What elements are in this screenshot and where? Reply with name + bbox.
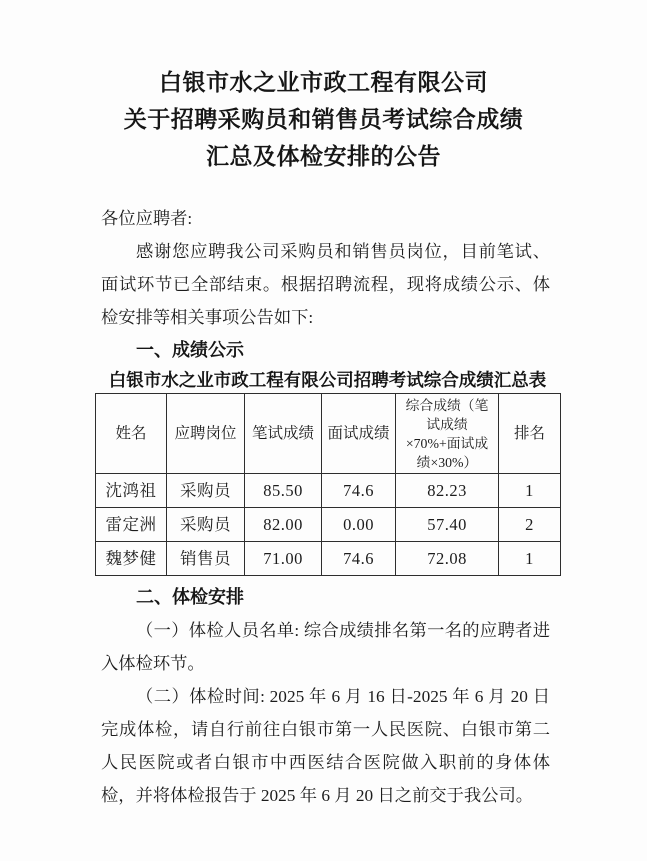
checkup-time-paragraph: （二）体检时间: 2025 年 6 月 16 日-2025 年 6 月 20 日完成体检，请自行前往白银市第一人民医院、白银市第二人民医院或者白银市中西医结合医院做入职前的身体体检，并将体检报告于 2025 年 6 月 20 日之前交于我公司。 (101, 687, 550, 805)
checkup-roster-paragraph: （一）体检人员名单: 综合成绩排名第一名的应聘者进入体检环节。 (101, 621, 550, 673)
document-title (0, 0, 647, 175)
table-row (96, 542, 561, 576)
column-header-position: 应聘岗位 (167, 394, 245, 474)
cell-name: 雷定洲 (96, 508, 167, 542)
scores-table (95, 393, 561, 576)
cell-position: 采购员 (167, 508, 245, 542)
cell-interview-score: 74.6 (322, 542, 396, 576)
cell-composite-score: 57.40 (396, 508, 499, 542)
title-line-3: 汇总及体检安排的公告 (206, 144, 441, 169)
table-row (96, 508, 561, 542)
cell-rank: 2 (499, 508, 561, 542)
section-heading-scores: 一、成绩公示 (136, 340, 244, 360)
cell-composite-score: 72.08 (396, 542, 499, 576)
column-header-name: 姓名 (96, 394, 167, 474)
column-header-written-score: 笔试成绩 (245, 394, 322, 474)
cell-name: 魏梦健 (96, 542, 167, 576)
section-heading-checkup: 二、体检安排 (136, 587, 244, 607)
column-header-rank: 排名 (499, 394, 561, 474)
cell-rank: 1 (499, 542, 561, 576)
cell-position: 销售员 (167, 542, 245, 576)
cell-name: 沈鸿祖 (96, 474, 167, 508)
table-header-row (96, 394, 561, 474)
document-body (101, 202, 550, 812)
cell-interview-score: 0.00 (322, 508, 396, 542)
cell-rank: 1 (499, 474, 561, 508)
cell-composite-score: 82.23 (396, 474, 499, 508)
cell-written-score: 85.50 (245, 474, 322, 508)
cell-position: 采购员 (167, 474, 245, 508)
column-header-interview-score: 面试成绩 (322, 394, 396, 474)
cell-written-score: 71.00 (245, 542, 322, 576)
title-line-1: 白银市水之业市政工程有限公司 (159, 70, 488, 95)
title-line-2: 关于招聘采购员和销售员考试综合成绩 (123, 107, 524, 132)
cell-written-score: 82.00 (245, 508, 322, 542)
salutation: 各位应聘者: (101, 209, 193, 228)
column-header-composite-score: 综合成绩（笔试成绩×70%+面试成绩×30%） (396, 394, 499, 474)
table-row (96, 474, 561, 508)
table-title: 白银市水之业市政工程有限公司招聘考试综合成绩汇总表 (108, 370, 547, 390)
cell-interview-score: 74.6 (322, 474, 396, 508)
intro-paragraph: 感谢您应聘我公司采购员和销售员岗位，目前笔试、面试环节已全部结束。根据招聘流程，现将成绩公示、体检安排等相关事项公告如下: (101, 242, 550, 327)
